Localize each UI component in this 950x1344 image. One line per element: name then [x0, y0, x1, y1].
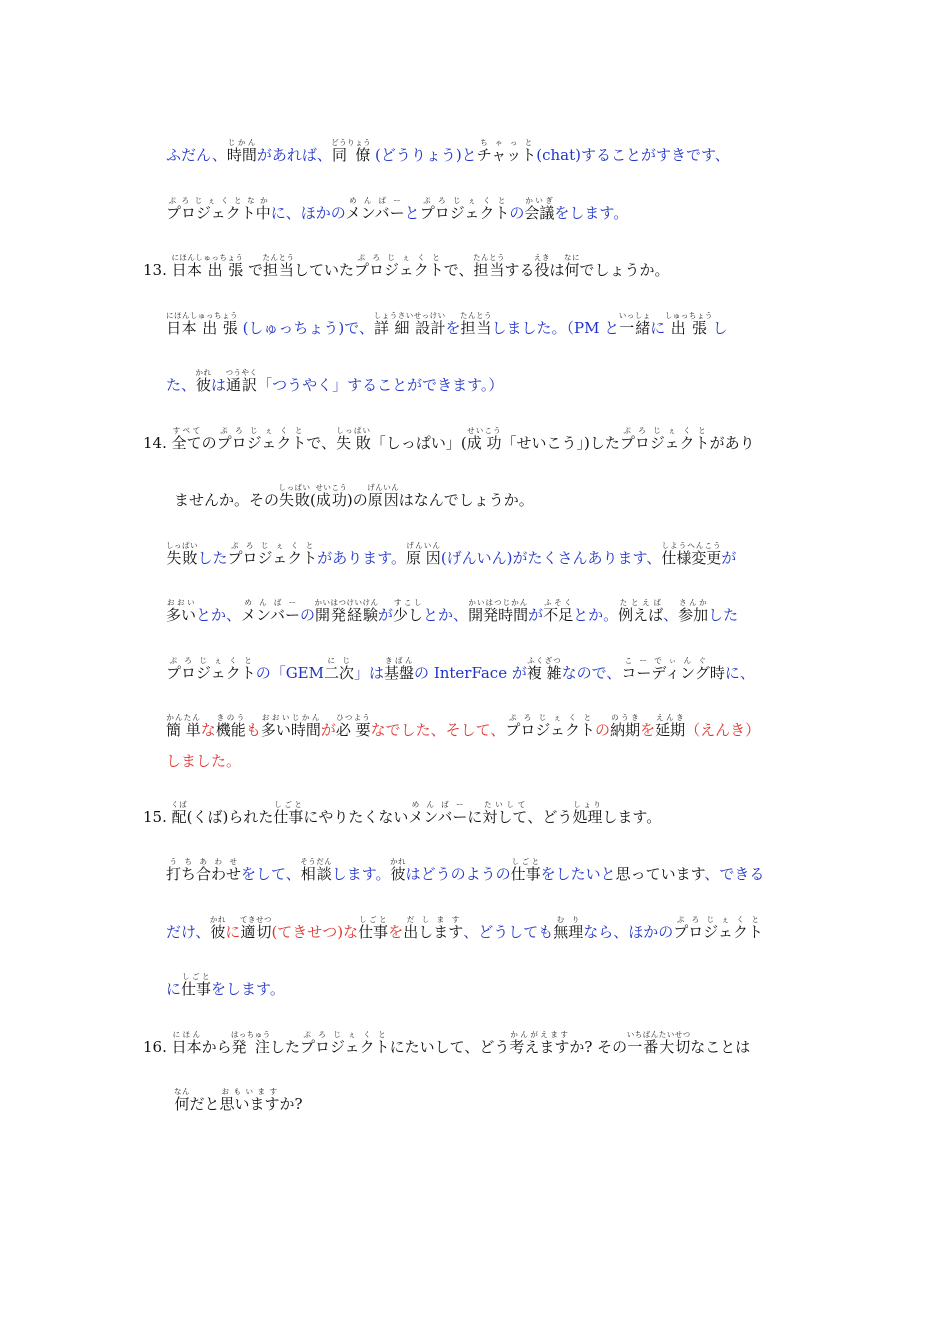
- ruby-word: プロジェクトぷろじぇくと: [216, 426, 307, 452]
- ruby-word: 失敗しっぱい: [166, 541, 198, 567]
- text-run: に、: [724, 664, 755, 682]
- answer-14-line-3: [166, 656, 755, 683]
- text-run: か? その: [569, 1038, 628, 1056]
- text-run: 、できる: [704, 865, 765, 883]
- question-15-text: [171, 800, 662, 826]
- ruby-word: 例えばたとえば: [618, 598, 664, 624]
- text-run: が: [721, 549, 737, 567]
- ruby-word: プロジェクト中ぷろじぇくとなか: [166, 196, 271, 222]
- text-run: は: [549, 261, 565, 279]
- text-run: にたいして、どう: [389, 1038, 510, 1056]
- ruby-word: 仕事しごと: [273, 800, 304, 826]
- text-run: した: [708, 606, 739, 624]
- text-run: の「GEM: [255, 664, 324, 682]
- ruby-word: 処理しょり: [572, 800, 603, 826]
- ruby-word: チャットちゃっと: [476, 138, 537, 164]
- ruby-word: 参加さんか: [678, 598, 709, 624]
- ruby-word: 原因げんいん: [367, 483, 400, 509]
- ruby-word: プロジェクトぷろじぇくと: [166, 656, 256, 682]
- ruby-word: 一緒いっしょ: [618, 311, 651, 337]
- question-16-line-2: [174, 1087, 303, 1114]
- text-run: が: [320, 721, 336, 739]
- answer-13-line-1: [166, 311, 728, 338]
- ruby-word: 延期えんき: [655, 713, 686, 739]
- ruby-word: プロジェクトぷろじぇくと: [673, 915, 763, 941]
- text-run: 「せいこう」)した: [501, 434, 620, 452]
- text-run: をして、: [241, 865, 301, 883]
- answer-15-line-3: [166, 972, 285, 999]
- answer-15-line-1: [166, 857, 764, 884]
- text-run: でしょうか。: [579, 261, 670, 279]
- text-run: (どうりょう)と: [370, 146, 477, 164]
- text-run: なことは: [690, 1038, 751, 1056]
- text-run: 、: [663, 606, 679, 624]
- ruby-word: 対してたいして: [482, 800, 528, 826]
- text-run: します。: [602, 808, 662, 826]
- ruby-word: 少しすこし: [393, 598, 424, 624]
- text-run: があり: [709, 434, 755, 452]
- text-run: だけ、: [166, 923, 211, 941]
- ruby-word: 仕事しごと: [181, 972, 212, 998]
- ruby-word: 複 雑ふくざつ: [526, 656, 562, 682]
- text-run: があります。: [317, 549, 407, 567]
- text-run: 「しっぱい」(: [370, 434, 467, 452]
- ruby-word: メンバーめんばー: [241, 598, 300, 624]
- text-run: にやりたくない: [303, 808, 409, 826]
- ruby-word: 相談そうだん: [300, 857, 333, 883]
- text-run: ませんか。その: [174, 491, 280, 509]
- text-run: なでした、そして、: [370, 721, 506, 739]
- text-run: で: [243, 261, 264, 279]
- text-run: (くば)られた: [186, 808, 274, 826]
- ruby-word: 成功せいこう: [315, 483, 348, 509]
- text-run: はどうのようの: [405, 865, 511, 883]
- ruby-word: プロジェクトぷろじぇくと: [227, 541, 318, 567]
- text-run: した: [197, 549, 228, 567]
- ruby-word: 仕様変更しようへんこう: [661, 541, 722, 567]
- question-number: 16.: [143, 1038, 167, 1056]
- text-run: をします。: [554, 204, 629, 222]
- ruby-word: 出 張 しゅっちょう: [664, 311, 713, 337]
- text-run: 「つうやく」することができます。）: [257, 376, 504, 394]
- text-run: の: [299, 606, 315, 624]
- ruby-word: メンバーめんばー: [345, 196, 405, 222]
- text-run: なら、ほかの: [583, 923, 674, 941]
- answer-12-line-1: [166, 138, 730, 165]
- ruby-word: 担当たんとう: [460, 311, 492, 337]
- ruby-word: 納期のうき: [610, 713, 641, 739]
- text-run: に: [225, 923, 241, 941]
- ruby-word: プロジェクトぷろじぇくと: [299, 1030, 390, 1056]
- ruby-word: 多いおおい: [166, 598, 197, 624]
- text-run: に: [166, 980, 182, 998]
- answer-14-line-1: [166, 541, 736, 568]
- ruby-word: 発 注はっちゅう: [230, 1030, 271, 1056]
- ruby-word: 詳 細 設計しょうさいせっけい: [373, 311, 446, 337]
- ruby-word: 会議かいぎ: [524, 196, 555, 222]
- ruby-word: プロジェクトぷろじぇくと: [505, 713, 596, 739]
- question-16-text: [171, 1030, 751, 1056]
- text-run: とか、: [196, 606, 242, 624]
- question-13-text: [171, 253, 670, 279]
- ruby-word: 開発時間かいはつじかん: [468, 598, 529, 624]
- text-run: (chat)することがすきです、: [536, 146, 730, 164]
- text-run: (げんいん)がたくさんあります、: [440, 549, 662, 567]
- ruby-word: 不足ふそく: [543, 598, 574, 624]
- answer-13-line-2: [166, 368, 503, 395]
- ruby-word: 担当たんとう: [472, 253, 505, 279]
- text-run: に: [650, 319, 666, 337]
- ruby-word: 彼かれ: [390, 857, 407, 883]
- ruby-word: 彼かれ: [195, 368, 212, 394]
- ruby-word: 必 要ひつよう: [335, 713, 371, 739]
- text-run: します。: [331, 865, 391, 883]
- ruby-word: 時間じかん: [226, 138, 257, 164]
- answer-12-line-2: [166, 196, 628, 223]
- ruby-word: 二次にじ: [324, 656, 355, 682]
- text-run: も: [245, 721, 261, 739]
- text-run: を: [640, 721, 656, 739]
- text-run: に、ほかの: [270, 204, 346, 222]
- text-run: な: [200, 721, 216, 739]
- text-run: と: [404, 204, 420, 222]
- text-run: の: [201, 434, 217, 452]
- text-run: していた: [294, 261, 355, 279]
- text-run: とか、: [423, 606, 469, 624]
- text-run: （えんき）: [685, 721, 761, 739]
- ruby-word: 何なん: [174, 1087, 190, 1113]
- text-run: が: [528, 606, 544, 624]
- ruby-word: 簡 単かんたん: [166, 713, 201, 739]
- ruby-word: メンバーめんばー: [408, 800, 468, 826]
- ruby-word: 基盤きばん: [384, 656, 415, 682]
- ruby-word: 同 僚どうりょう: [331, 138, 372, 164]
- ruby-word: 担当たんとう: [262, 253, 295, 279]
- text-run: した: [269, 1038, 300, 1056]
- ruby-word: 失敗しっぱい: [278, 483, 311, 509]
- ruby-word: 日本にほん: [171, 1030, 202, 1056]
- text-run: の: [595, 721, 611, 739]
- text-run: (しゅっちょう)で、: [237, 319, 374, 337]
- question-number: 13.: [143, 261, 167, 279]
- question-14-line-2: [174, 483, 534, 510]
- ruby-word: 仕事しごと: [510, 857, 541, 883]
- text-run: はなんでしょうか。: [398, 491, 534, 509]
- ruby-word: 何なに: [564, 253, 581, 279]
- text-run: があれば、: [256, 146, 332, 164]
- text-run: を: [445, 319, 461, 337]
- text-run: の InterFace が: [414, 664, 527, 682]
- text-run: 時: [709, 664, 725, 682]
- text-run: しました。: [166, 752, 242, 770]
- ruby-word: 日本 出 張にほんしゅっちょう: [166, 311, 238, 337]
- ruby-word: 失 敗しっぱい: [336, 426, 371, 452]
- text-run: 思っています: [615, 865, 705, 883]
- ruby-word: 配くば: [171, 800, 188, 826]
- text-run: ふだん、: [166, 146, 227, 164]
- ruby-word: 通訳つうやく: [225, 368, 258, 394]
- ruby-word: 一番大切いちばんたいせつ: [626, 1030, 691, 1056]
- ruby-word: 成 功せいこう: [466, 426, 502, 452]
- ruby-word: 開発経験かいはつけいけん: [314, 598, 379, 624]
- text-run: た、: [166, 376, 197, 394]
- answer-14-line-5: [166, 751, 241, 771]
- ruby-word: 適切てきせつ: [239, 915, 272, 941]
- text-run: 」は: [354, 664, 385, 682]
- ruby-word: プロジェクトぷろじぇくと: [619, 426, 710, 452]
- ruby-word: 日本 出 張にほんしゅっちょう: [171, 253, 244, 279]
- question-14-line-1: [143, 426, 755, 453]
- question-14-text: [171, 426, 755, 452]
- ruby-word: プロジェクトぷろじぇくと: [354, 253, 444, 279]
- ruby-word: 考えますかんがえます: [509, 1030, 570, 1056]
- question-16-line-1: [143, 1030, 750, 1057]
- ruby-word: コーディングこーでぃんぐ: [621, 656, 710, 682]
- text-run: 、どうしても: [463, 923, 554, 941]
- text-run: が: [378, 606, 394, 624]
- text-run: だと: [189, 1095, 220, 1113]
- ruby-word: プロジェクトぷろじぇくと: [419, 196, 510, 222]
- text-run: は: [211, 376, 227, 394]
- text-run: で、: [443, 261, 474, 279]
- text-run: (てきせつ)な: [271, 923, 359, 941]
- ruby-word: 役えき: [534, 253, 550, 279]
- ruby-word: 仕事しごと: [358, 915, 389, 941]
- answer-14-line-2: [166, 598, 738, 625]
- question-13: [143, 253, 670, 280]
- text-run: し: [712, 319, 728, 337]
- text-run: から: [201, 1038, 232, 1056]
- answer-14-line-4: [166, 713, 760, 740]
- text-run: なので、: [561, 664, 622, 682]
- ruby-word: 無理むり: [553, 915, 584, 941]
- text-run: する: [504, 261, 535, 279]
- text-run: に: [467, 808, 483, 826]
- ruby-word: 打ち合わせうちあわせ: [166, 857, 242, 883]
- text-run: とか。: [573, 606, 619, 624]
- ruby-word: 多い時間おおいじかん: [260, 713, 321, 739]
- text-run: )の: [346, 491, 368, 509]
- answer-15-line-2: [166, 915, 763, 942]
- text-run: (: [310, 491, 316, 509]
- ruby-word: 機能きのう: [215, 713, 246, 739]
- ruby-word: 原 因げんいん: [406, 541, 441, 567]
- ruby-word: 出しますだします: [403, 915, 464, 941]
- text-run: しました。（PM と: [491, 319, 620, 337]
- text-run: 、どう: [527, 808, 573, 826]
- text-run: をします。: [211, 980, 285, 998]
- question-number: 14.: [143, 434, 167, 452]
- ruby-word: 思いますおもいます: [219, 1087, 280, 1113]
- text-run: の: [509, 204, 525, 222]
- text-run: で、: [306, 434, 337, 452]
- ruby-word: 全てすべて: [171, 426, 202, 452]
- question-15: [143, 800, 661, 827]
- text-run: を: [388, 923, 404, 941]
- text-run: をしたいと: [540, 865, 616, 883]
- question-number: 15.: [143, 808, 167, 826]
- ruby-word: 彼かれ: [209, 915, 226, 941]
- text-run: か?: [279, 1095, 303, 1113]
